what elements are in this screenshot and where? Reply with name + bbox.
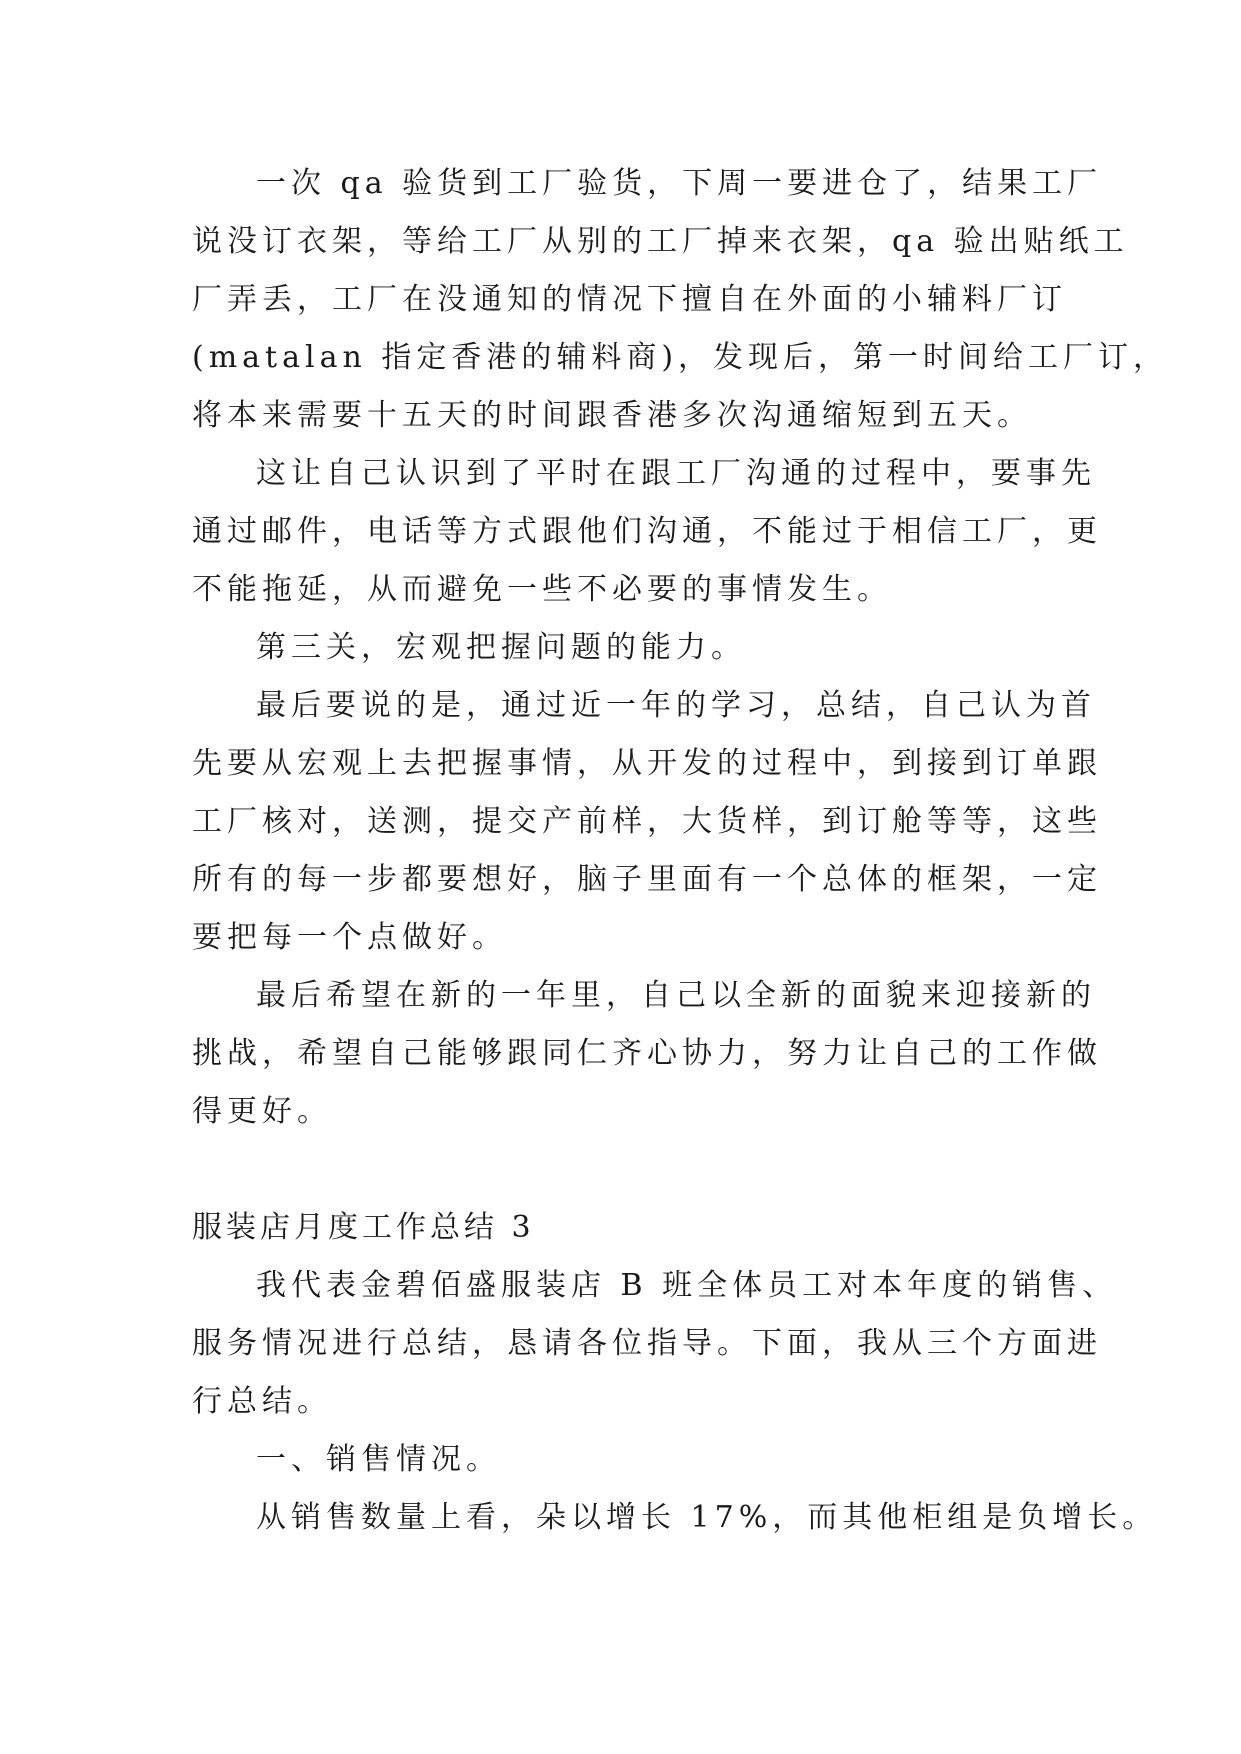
paragraph-6-line-3: 行总结。 [192,1384,332,1419]
paragraph-5-line-3: 得更好。 [192,1094,332,1129]
paragraph-2-line-3: 不能拖延，从而避免一些不必要的事情发生。 [192,572,892,607]
paragraph-1-line-4: (matalan 指定香港的辅料商)，发现后，第一时间给工厂订， [192,340,1169,375]
paragraph-1-line-3: 厂弄丢，工厂在没通知的情况下擅自在外面的小辅料厂订 [192,282,1067,317]
paragraph-1-line-1: 一次 qa 验货到工厂验货，下周一要进仓了，结果工厂 [256,166,1103,201]
paragraph-1-line-2: 说没订衣架，等给工厂从别的工厂掉来衣架，qa 验出贴纸工 [192,224,1129,259]
paragraph-6-line-1: 我代表金碧佰盛服装店 B 班全体员工对本年度的销售、 [256,1268,1118,1303]
paragraph-8-line-1: 从销售数量上看，朵以增长 17%，而其他柜组是负增长。 [256,1500,1158,1535]
paragraph-3-line-1: 第三关，宏观把握问题的能力。 [256,630,746,665]
paragraph-2-line-1: 这让自己认识到了平时在跟工厂沟通的过程中，要事先 [256,456,1096,491]
paragraph-4-line-4: 所有的每一步都要想好，脑子里面有一个总体的框架，一定 [192,862,1102,897]
paragraph-1-line-5: 将本来需要十五天的时间跟香港多次沟通缩短到五天。 [192,398,1032,433]
paragraph-5-line-1: 最后希望在新的一年里，自己以全新的面貌来迎接新的 [256,978,1096,1013]
section-heading: 服装店月度工作总结 3 [192,1210,535,1245]
paragraph-6-line-2: 服务情况进行总结，恳请各位指导。下面，我从三个方面进 [192,1326,1102,1361]
paragraph-4-line-1: 最后要说的是，通过近一年的学习，总结，自己认为首 [256,688,1096,723]
paragraph-4-line-3: 工厂核对，送测，提交产前样，大货样，到订舱等等，这些 [192,804,1102,839]
paragraph-4-line-5: 要把每一个点做好。 [192,920,507,955]
paragraph-5-line-2: 挑战，希望自己能够跟同仁齐心协力，努力让自己的工作做 [192,1036,1102,1071]
paragraph-4-line-2: 先要从宏观上去把握事情，从开发的过程中，到接到订单跟 [192,746,1102,781]
paragraph-7-line-1: 一、销售情况。 [256,1442,501,1477]
paragraph-2-line-2: 通过邮件，电话等方式跟他们沟通，不能过于相信工厂，更 [192,514,1102,549]
